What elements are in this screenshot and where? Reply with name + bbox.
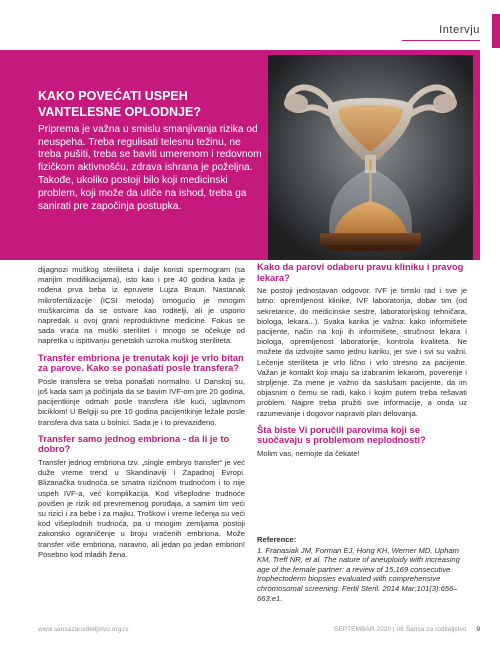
section-divider: [402, 40, 480, 41]
left-paragraph-3: Transfer jednog embriona tzv. „single embryo transfer“ je već duže vreme trend u Skandinaviji i Zapadnoj Evropi. Blizanačka trudnoća se smatra rizičnom trudnoćom i to nije uspeh IVF-a, već komplikacija. Kod višeplodne trudnoće povišen je rizik od prevremenog porođaja, a samim tim veći su rizici i za bebe i za majku. Troškovi i vreme lečenja su veći kod višeplodnih trudnoća, pa u mnogim zemljama postoji zakonsko ograničenje u broju vraćenih embriona. Može transfer više embriona, naravno, ali jedan po jedan embrion! Posebno kod mladih žena.: [38, 458, 245, 559]
hero-title-line1: KAKO POVEĆATI USPEH: [38, 89, 188, 103]
footer-issue: [334, 626, 480, 633]
page-number: 9: [476, 626, 480, 633]
footer-website[interactable]: www.sansazaroditeljstvo.org.rs: [38, 626, 129, 633]
hourglass-uterus-illustration: [268, 55, 473, 260]
hero-paragraph-2: Takođe, ukoliko postoji bilo koji medicinski problem, koji može da utiče na ishod, treba ga sanirati pre započinja postupka.: [38, 175, 247, 212]
hero-text-block: [38, 88, 264, 213]
left-heading-1: Transfer embriona je trenutak koji je vrlo bitan za parove. Kako se ponašati posle transfera?: [38, 351, 244, 374]
hero-title-line2: VANTELESNE OPLODNJE?: [38, 105, 201, 119]
right-paragraph-1: Ne postoji jednostavan odgovor. IVF je timski rad i sve je bitno: opremljenost klinike, IVF laboratorija, dobar tim (od sekretarice, do medicinske sestre, laboratorijskog tehničara, biologa, lekara...). Svaka karika je važna: kako informišete pacijente, način na koji ih informišete, stručnost lekara i biologa, opremljenost laboratorije, kontrola kvaliteta. Ne možete da izdvojite samo jednu kariku, jer sve i svi su važni. Lečenje steriliteta je vrlo lično i vrlo stresno za pacijente. Važan je kontakt koji imaju sa izabranim lekarom, poverenje i strpljenje. Za mene je važno da saslušam pacijente, da im objasnim o čemu se radi, kako i kojim putem treba rešavati problem. Najpre treba pružiti sve informacije, a onda uz razumevanje i dogovor napraviti plan delovanja.: [257, 286, 467, 418]
right-column: [257, 262, 467, 459]
reference-block: [257, 535, 467, 603]
right-heading-1: Kako da parovi odaberu pravu kliniku i pravog lekara?: [257, 261, 464, 283]
section-label: Intervju: [439, 24, 480, 36]
left-paragraph-1: dijagnozi muškog steriliteta i dalje koristi spermogram (sa manjim modifikacijama), isto kao i pre 40 godina kada je rođena prva beba iz epruvete Lujza Braun. Nastanak mikrofertilizacije (ICSI metoda) omogućio je mnogim muškarcima da se ostvare kao roditelji, ali je usporio napredak u ovoj grani reproduktivne medicine. Fokus se sada vraća na muški sterilitet i mnogo se očekuje od napretka u ispitivanju genetskih uzroka muškog steriliteta.: [38, 265, 245, 346]
right-heading-2: Šta biste Vi poručili parovima koji se suočavaju s problemom neplodnosti?: [257, 423, 426, 446]
reference-title: Reference:: [257, 535, 297, 544]
left-paragraph-2: Posle transfera se treba ponašati normalno. U Danskoj su, još kada sam ja počinjala da se bavim IVF-om pre 20 godina, pacijentkinje odmah posle transfera išle kući, uglavnom biciklom! U Belgiji su pre 10 godina pacijentkinje ležale posle transfera dva sata u bolnici. Sada je i to prevaziđeno.: [38, 376, 245, 427]
hero-paragraph-1: Priprema je važna u smislu smanjivanja rizika od neuspeha. Treba regulisati telesnu težinu, ne treba pušiti, treba se baviti umerenom i redovnom fizičkom aktivnošću, zdrava ishrana je poželjna.: [38, 124, 262, 173]
footer-issue-text: SEPTEMBAR 2020 | 08 Šansa za roditeljstvo: [333, 626, 467, 633]
left-heading-2: Transfer samo jednog embriona - da li je to dobro?: [38, 432, 230, 455]
right-paragraph-2: Molim vas, nemojte da čekate!: [257, 449, 360, 459]
hero-title: [38, 88, 264, 120]
reference-text: 1. Franasiak JM, Forman EJ, Hong KH, Werner MD, Upham KM, Treff NR, et al. The nature of aneuploidy with increasing age of the female partner: a review of 15,169 consecutive trophectoderm biopsies evaluated with comprehensive chromosomal screening. Fertil Steril. 2014 Mar;101(3):656–663.e1.: [257, 545, 460, 603]
header-accent-bar: [492, 14, 500, 48]
left-column: [38, 265, 245, 560]
